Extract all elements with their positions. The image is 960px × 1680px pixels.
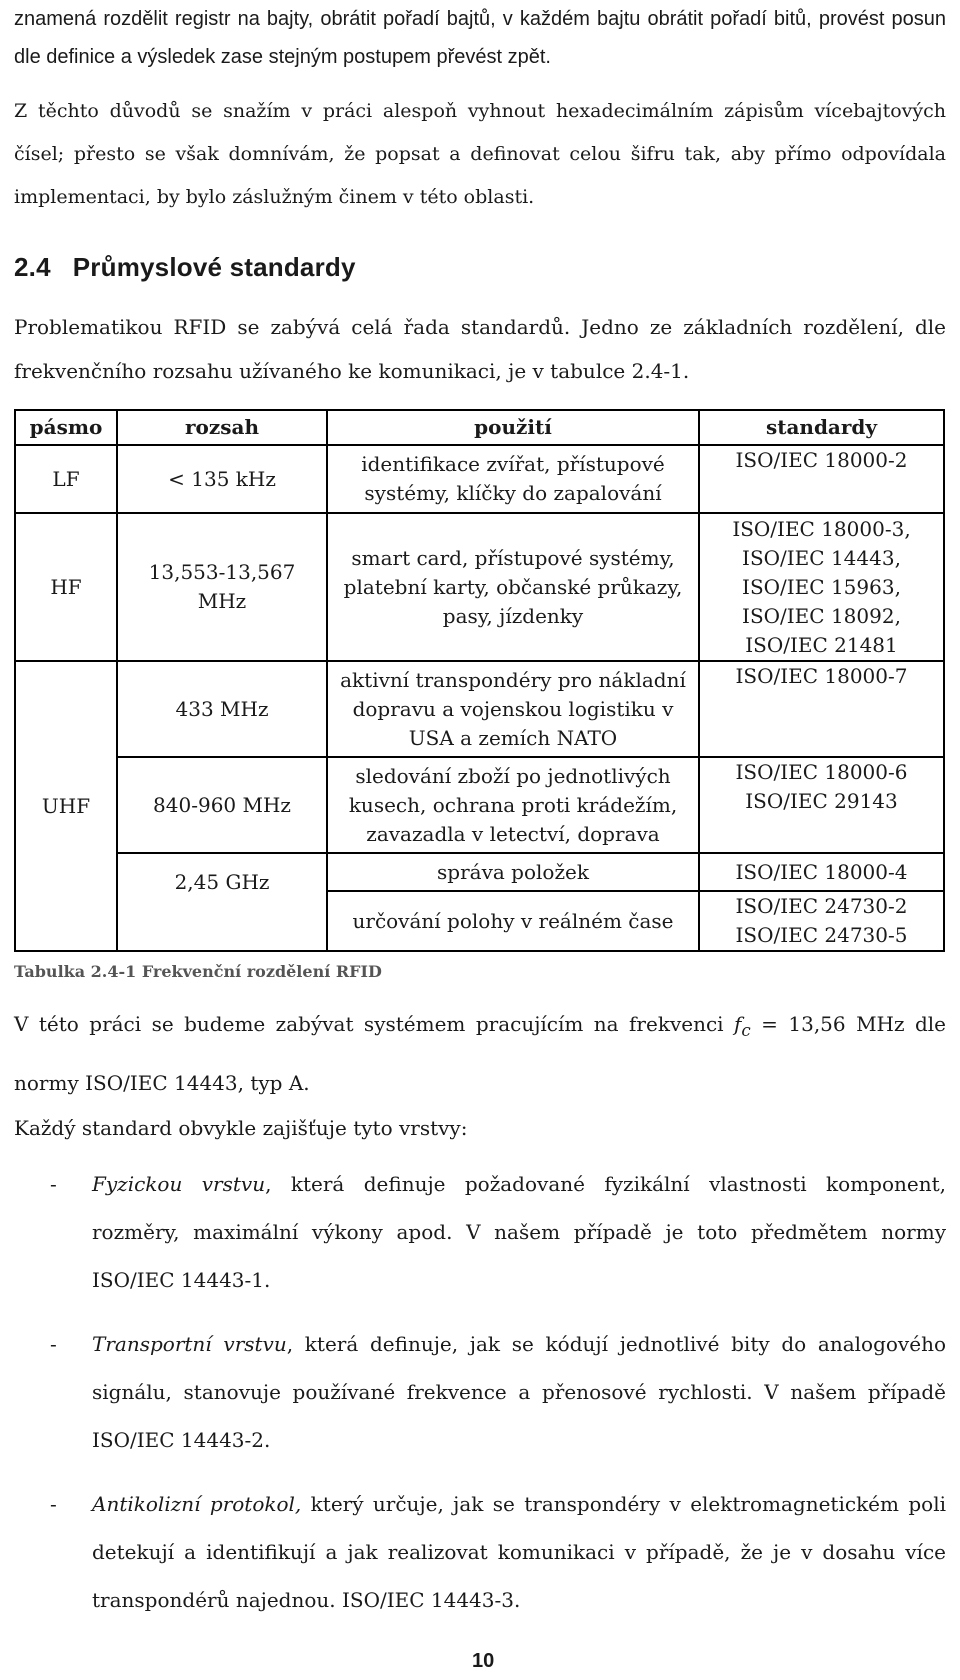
cell-range-840: 840-960 MHz bbox=[117, 757, 327, 853]
std-line: ISO/IEC 18000-3, bbox=[732, 516, 911, 541]
std-line: ISO/IEC 18000-6 bbox=[735, 760, 908, 784]
freq-symbol: f bbox=[734, 1012, 742, 1036]
header-range: rozsah bbox=[117, 410, 327, 445]
table-row-uhf-433 bbox=[15, 661, 944, 757]
page-number: 10 bbox=[472, 1650, 495, 1672]
list-term: Fyzickou vrstvu bbox=[92, 1172, 266, 1196]
list-item bbox=[14, 1320, 946, 1464]
cell-standards-245-b bbox=[699, 891, 944, 951]
list-item bbox=[14, 1480, 946, 1624]
rfid-frequency-table bbox=[14, 409, 945, 952]
table-header-row bbox=[15, 410, 944, 445]
cell-standards-840 bbox=[699, 757, 944, 853]
paragraph-layers: Každý standard obvykle zajišťuje tyto vrstvy: bbox=[14, 1116, 468, 1140]
paragraph-intro: Problematikou RFID se zabývá celá řada standardů. Jedno ze základních rozdělení, dle frekvenčního rozsahu užívaného ke komunikaci, je v tabulce 2.4-1. bbox=[14, 315, 946, 383]
list-text: , která definuje požadované fyzikální vlastnosti komponent, rozměry, maximální výkony apod. V našem případě je toto předmětem normy ISO/IEC 14443-1. bbox=[92, 1172, 946, 1292]
paragraph-frequency bbox=[14, 998, 946, 1110]
cell-usage-lf: identifikace zvířat, přístupové systémy, klíčky do zapalování bbox=[327, 445, 699, 513]
table-row-lf bbox=[15, 445, 944, 513]
layers-list bbox=[14, 1160, 946, 1640]
freq-text-after: = 13,56 MHz dle normy ISO/IEC 14443, typ A. bbox=[14, 1012, 946, 1095]
list-dash: - bbox=[50, 1332, 57, 1356]
cell-standards-245-a: ISO/IEC 18000-4 bbox=[699, 853, 944, 891]
header-usage: použití bbox=[327, 410, 699, 445]
list-item bbox=[14, 1160, 946, 1304]
cell-range-hf: 13,553-13,567 MHz bbox=[117, 513, 327, 661]
cell-band-lf: LF bbox=[15, 445, 117, 513]
std-line: ISO/IEC 24730-5 bbox=[735, 923, 908, 947]
cell-usage-433: aktivní transpondéry pro nákladní dopravu a vojenskou logistiku v USA a zemích NATO bbox=[327, 661, 699, 757]
list-dash: - bbox=[50, 1172, 57, 1196]
list-text: který určuje, jak se transpondéry v elektromagnetickém poli detekují a identifikují a jak realizovat komunikaci v případě, že je v dosahu více transpondérů najednou. ISO/IEC 14443-3. bbox=[92, 1492, 946, 1612]
cell-standards-433: ISO/IEC 18000-7 bbox=[699, 661, 944, 757]
section-title: Průmyslové standardy bbox=[72, 252, 356, 282]
std-line: ISO/IEC 15963, bbox=[742, 574, 901, 599]
std-line: ISO/IEC 18092, bbox=[742, 603, 901, 628]
table-caption: Tabulka 2.4-1 Frekvenční rozdělení RFID bbox=[14, 962, 382, 981]
freq-text-before: V této práci se budeme zabývat systémem pracujícím na frekvenci bbox=[14, 1012, 734, 1036]
list-text: , která definuje, jak se kódují jednotlivé bity do analogového signálu, stanovuje používané frekvence a přenosové rychlosti. V našem případě ISO/IEC 14443-2. bbox=[92, 1332, 946, 1452]
cell-usage-245-b: určování polohy v reálném čase bbox=[327, 891, 699, 951]
list-dash: - bbox=[50, 1492, 57, 1516]
list-term: Antikolizní protokol, bbox=[92, 1492, 302, 1516]
cell-standards-hf bbox=[699, 513, 944, 661]
cell-band-hf: HF bbox=[15, 513, 117, 661]
freq-subscript: c bbox=[741, 1021, 751, 1040]
std-line: ISO/IEC 24730-2 bbox=[735, 894, 908, 918]
paragraph-reasons: Z těchto důvodů se snažím v práci alespoň vyhnout hexadecimálním zápisům vícebajtových čísel; přesto se však domnívám, že popsat a definovat celou šifru tak, aby přímo odpovídala implementaci, by bylo záslužným činem v této oblasti. bbox=[14, 100, 946, 208]
cell-range-245: 2,45 GHz bbox=[117, 853, 327, 951]
std-line: ISO/IEC 29143 bbox=[745, 789, 898, 813]
cell-usage-245-a: správa položek bbox=[327, 853, 699, 891]
cell-range-433: 433 MHz bbox=[117, 661, 327, 757]
std-line: ISO/IEC 14443, bbox=[742, 545, 901, 570]
cell-usage-hf: smart card, přístupové systémy, platební karty, občanské průkazy, pasy, jízdenky bbox=[327, 513, 699, 661]
cell-range-lf: < 135 kHz bbox=[117, 445, 327, 513]
cell-standards-lf: ISO/IEC 18000-2 bbox=[699, 445, 944, 513]
section-number: 2.4 bbox=[14, 252, 51, 282]
table-row-uhf-245a bbox=[15, 853, 944, 891]
header-standards: standardy bbox=[699, 410, 944, 445]
table-row-uhf-840 bbox=[15, 757, 944, 853]
std-line: ISO/IEC 21481 bbox=[745, 632, 898, 657]
cell-usage-840: sledování zboží po jednotlivých kusech, ochrana proti krádežím, zavazadla v letectví, doprava bbox=[327, 757, 699, 853]
list-term: Transportní vrstvu bbox=[92, 1332, 287, 1356]
table-row-hf bbox=[15, 513, 944, 661]
section-heading bbox=[14, 252, 356, 283]
paragraph-register: znamená rozdělit registr na bajty, obrátit pořadí bajtů, v každém bajtu obrátit pořadí bitů, provést posun dle definice a výsledek zase stejným postupem převést zpět. bbox=[14, 8, 946, 68]
cell-band-uhf: UHF bbox=[15, 661, 117, 951]
header-band: pásmo bbox=[15, 410, 117, 445]
